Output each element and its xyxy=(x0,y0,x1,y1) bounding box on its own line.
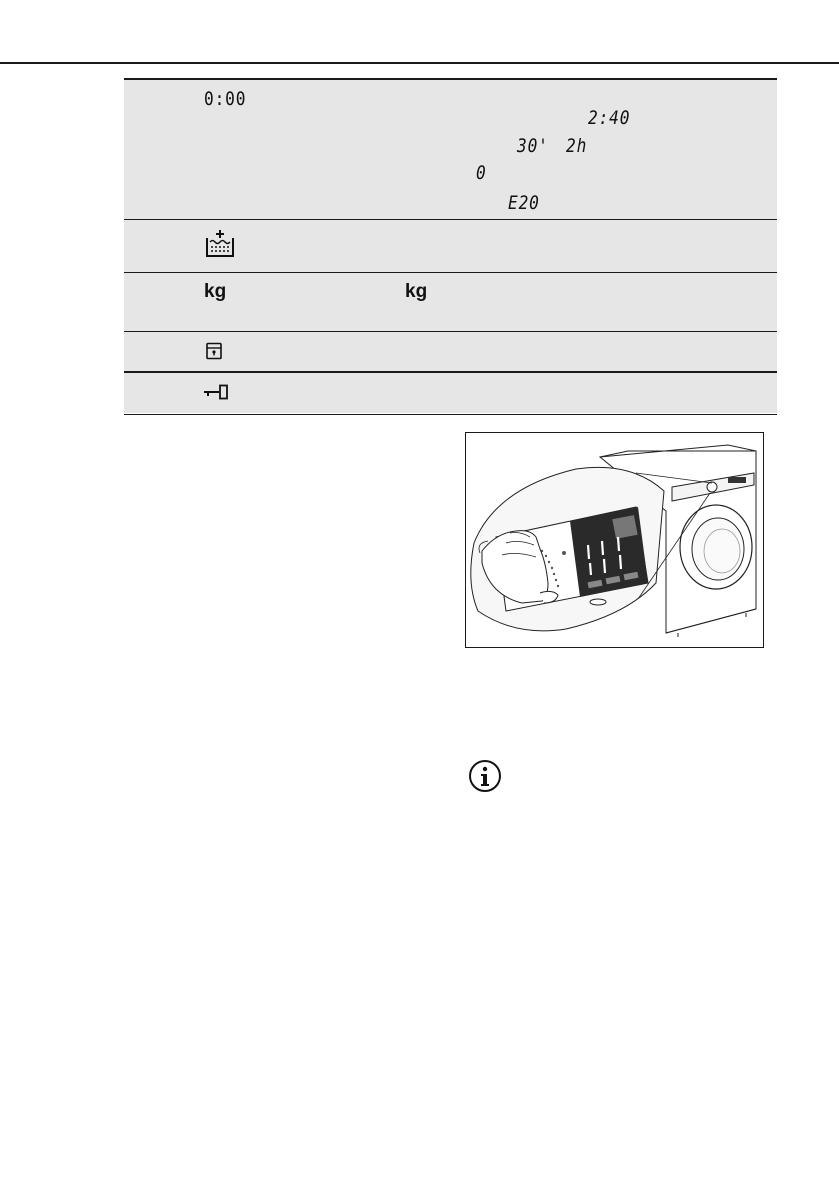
table-bottom-rule xyxy=(124,414,777,415)
readout-zero: 0 xyxy=(476,162,487,184)
washing-machine-illustration xyxy=(465,432,764,648)
kg-inline-label: kg xyxy=(405,281,428,302)
washing-machine-control-panel-illustration xyxy=(466,433,763,647)
table-row xyxy=(124,371,777,413)
table-row xyxy=(124,78,777,219)
extra-rinse-icon xyxy=(204,228,236,260)
child-lock-key-icon xyxy=(204,384,230,400)
readout-error-code: E20 xyxy=(508,192,540,214)
readout-minutes: 30' xyxy=(517,135,549,157)
readout-duration: 2:40 xyxy=(588,107,631,129)
info-icon xyxy=(468,759,502,793)
display-symbols-table xyxy=(124,78,777,413)
table-row xyxy=(124,331,777,371)
table-row xyxy=(124,219,777,272)
readout-hours: 2h xyxy=(566,135,588,157)
table-row xyxy=(124,272,777,331)
kg-icon: kg xyxy=(204,281,227,302)
time-display-text: 0:00 xyxy=(204,88,247,110)
door-lock-icon xyxy=(205,342,223,360)
